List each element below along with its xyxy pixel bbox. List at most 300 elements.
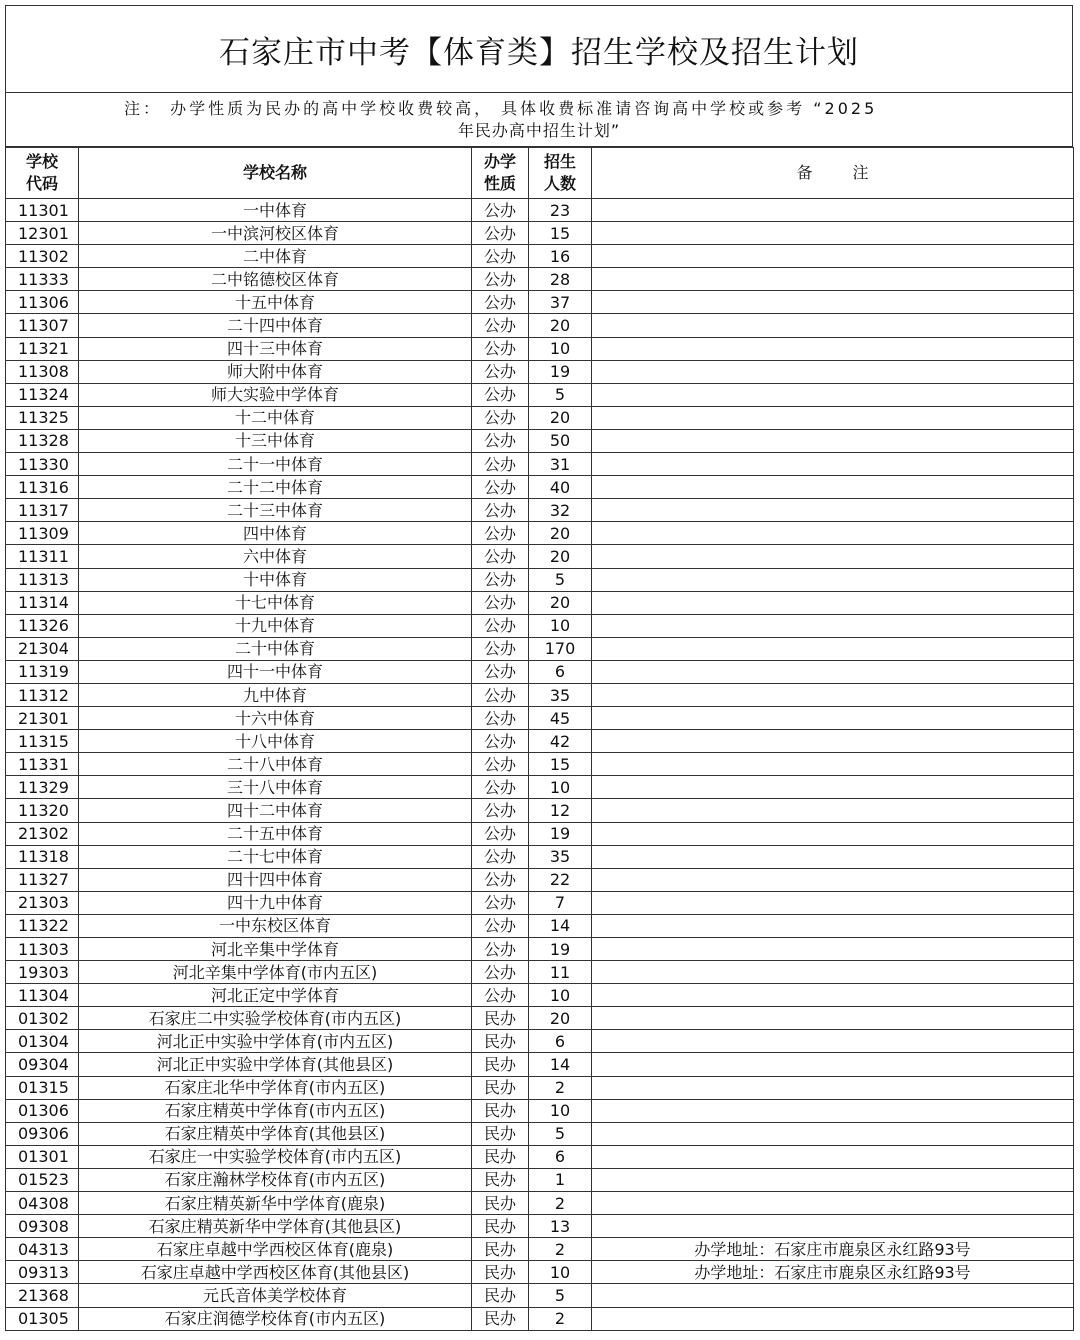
enrollment-count-cell: 15 [529, 753, 592, 776]
table-header [6, 148, 1074, 199]
table-row [6, 637, 1074, 660]
table-row [6, 1076, 1074, 1099]
table-row [6, 799, 1074, 822]
note-line-1: 注： 办学性质为民办的高中学校收费较高， 具体收费标准请咨询高中学校或参考 “2025 [124, 99, 878, 118]
school-type-cell: 公办 [472, 707, 529, 730]
school-code-cell: 19303 [6, 961, 79, 984]
table-row [6, 1307, 1074, 1330]
school-code-cell: 11309 [6, 522, 79, 545]
table-row [6, 291, 1074, 314]
enrollment-count-cell: 45 [529, 707, 592, 730]
enrollment-count-cell: 5 [529, 568, 592, 591]
remark-cell [592, 614, 1074, 637]
school-type-cell: 民办 [472, 1076, 529, 1099]
remark-cell [592, 545, 1074, 568]
school-name-cell: 十八中体育 [79, 730, 472, 753]
school-code-cell: 11315 [6, 730, 79, 753]
school-code-cell: 11329 [6, 776, 79, 799]
school-code-cell: 11324 [6, 383, 79, 406]
school-code-cell: 11331 [6, 753, 79, 776]
header-enrollment-count-line2: 人数 [543, 174, 576, 193]
table-row [6, 429, 1074, 452]
school-name-cell: 石家庄精英中学体育(市内五区) [79, 1099, 472, 1122]
table-row [6, 314, 1074, 337]
remark-cell [592, 961, 1074, 984]
school-code-cell: 11320 [6, 799, 79, 822]
school-code-cell: 11317 [6, 499, 79, 522]
remark-cell [592, 314, 1074, 337]
school-name-cell: 二十二中体育 [79, 476, 472, 499]
enrollment-count-cell: 35 [529, 683, 592, 706]
school-code-cell: 01301 [6, 1145, 79, 1168]
school-code-cell: 11301 [6, 199, 79, 222]
school-code-cell: 09304 [6, 1053, 79, 1076]
enrollment-count-cell: 15 [529, 222, 592, 245]
enrollment-count-cell: 16 [529, 245, 592, 268]
enrollment-count-cell: 20 [529, 591, 592, 614]
school-code-cell: 11327 [6, 868, 79, 891]
enrollment-count-cell: 14 [529, 914, 592, 937]
school-name-cell: 十九中体育 [79, 614, 472, 637]
enrollment-count-cell: 31 [529, 453, 592, 476]
remark-cell [592, 222, 1074, 245]
table-row [6, 1122, 1074, 1145]
school-code-cell: 11312 [6, 683, 79, 706]
table-row [6, 1168, 1074, 1191]
remark-cell [592, 776, 1074, 799]
school-code-cell: 11325 [6, 406, 79, 429]
header-school-name: 学校名称 [79, 148, 472, 199]
school-type-cell: 公办 [472, 660, 529, 683]
school-type-cell: 公办 [472, 291, 529, 314]
remark-cell [592, 845, 1074, 868]
remark-cell [592, 1215, 1074, 1238]
school-type-cell: 公办 [472, 383, 529, 406]
remark-cell: 办学地址：石家庄市鹿泉区永红路93号 [592, 1261, 1074, 1284]
enrollment-count-cell: 7 [529, 891, 592, 914]
school-type-cell: 公办 [472, 268, 529, 291]
note-line-2: 年民办高中招生计划” [457, 121, 621, 140]
school-type-cell: 公办 [472, 429, 529, 452]
enrollment-count-cell: 42 [529, 730, 592, 753]
school-name-cell: 石家庄润德学校体育(市内五区) [79, 1307, 472, 1330]
enrollment-count-cell: 6 [529, 1145, 592, 1168]
school-code-cell: 21368 [6, 1284, 79, 1307]
school-code-cell: 11303 [6, 938, 79, 961]
school-name-cell: 四中体育 [79, 522, 472, 545]
table-row [6, 222, 1074, 245]
remark-cell [592, 499, 1074, 522]
school-name-cell: 十六中体育 [79, 707, 472, 730]
school-type-cell: 公办 [472, 845, 529, 868]
enrollment-count-cell: 37 [529, 291, 592, 314]
school-type-cell: 公办 [472, 683, 529, 706]
school-name-cell: 十三中体育 [79, 429, 472, 452]
remark-cell [592, 868, 1074, 891]
enrollment-count-cell: 14 [529, 1053, 592, 1076]
table-row [6, 360, 1074, 383]
school-type-cell: 民办 [472, 1099, 529, 1122]
school-name-cell: 四十三中体育 [79, 337, 472, 360]
remark-cell [592, 568, 1074, 591]
school-type-cell: 民办 [472, 1307, 529, 1330]
table-row [6, 568, 1074, 591]
school-type-cell: 公办 [472, 337, 529, 360]
table-row [6, 406, 1074, 429]
enrollment-count-cell: 32 [529, 499, 592, 522]
school-code-cell: 11330 [6, 453, 79, 476]
school-name-cell: 师大实验中学体育 [79, 383, 472, 406]
header-school-type [472, 148, 529, 199]
school-type-cell: 公办 [472, 984, 529, 1007]
school-type-cell: 公办 [472, 199, 529, 222]
remark-cell [592, 1145, 1074, 1168]
school-code-cell: 11314 [6, 591, 79, 614]
remark-cell [592, 891, 1074, 914]
table-row [6, 337, 1074, 360]
school-type-cell: 公办 [472, 891, 529, 914]
table-row [6, 545, 1074, 568]
school-code-cell: 11319 [6, 660, 79, 683]
enrollment-count-cell: 170 [529, 637, 592, 660]
table-row [6, 914, 1074, 937]
school-type-cell: 民办 [472, 1007, 529, 1030]
school-type-cell: 公办 [472, 545, 529, 568]
table-row [6, 199, 1074, 222]
table-row [6, 245, 1074, 268]
school-type-cell: 公办 [472, 406, 529, 429]
remark-cell [592, 1099, 1074, 1122]
school-name-cell: 石家庄瀚林学校体育(市内五区) [79, 1168, 472, 1191]
remark-cell [592, 637, 1074, 660]
enrollment-count-cell: 6 [529, 660, 592, 683]
table-row [6, 453, 1074, 476]
table-row [6, 1007, 1074, 1030]
school-type-cell: 公办 [472, 868, 529, 891]
enrollment-count-cell: 10 [529, 614, 592, 637]
school-code-cell: 01315 [6, 1076, 79, 1099]
school-type-cell: 公办 [472, 961, 529, 984]
enrollment-count-cell: 2 [529, 1192, 592, 1215]
school-name-cell: 一中滨河校区体育 [79, 222, 472, 245]
school-name-cell: 石家庄卓越中学西校区体育(鹿泉) [79, 1238, 472, 1261]
enrollment-count-cell: 10 [529, 984, 592, 1007]
school-code-cell: 21303 [6, 891, 79, 914]
table-row [6, 891, 1074, 914]
table-body [6, 199, 1074, 1331]
enrollment-count-cell: 28 [529, 268, 592, 291]
school-code-cell: 01304 [6, 1030, 79, 1053]
school-code-cell: 11318 [6, 845, 79, 868]
school-type-cell: 公办 [472, 476, 529, 499]
remark-cell [592, 268, 1074, 291]
school-name-cell: 十七中体育 [79, 591, 472, 614]
remark-cell [592, 245, 1074, 268]
school-type-cell: 公办 [472, 568, 529, 591]
remark-cell [592, 730, 1074, 753]
school-name-cell: 石家庄精英新华中学体育(鹿泉) [79, 1192, 472, 1215]
school-code-cell: 11333 [6, 268, 79, 291]
school-code-cell: 11316 [6, 476, 79, 499]
school-type-cell: 民办 [472, 1192, 529, 1215]
remark-cell [592, 337, 1074, 360]
table-row [6, 730, 1074, 753]
school-type-cell: 公办 [472, 730, 529, 753]
remark-cell [592, 360, 1074, 383]
school-type-cell: 民办 [472, 1284, 529, 1307]
table-row [6, 499, 1074, 522]
table-row [6, 984, 1074, 1007]
enrollment-count-cell: 13 [529, 1215, 592, 1238]
enrollment-count-cell: 12 [529, 799, 592, 822]
school-type-cell: 民办 [472, 1030, 529, 1053]
school-name-cell: 二十七中体育 [79, 845, 472, 868]
remark-cell [592, 1053, 1074, 1076]
remark-cell [592, 984, 1074, 1007]
school-name-cell: 二十四中体育 [79, 314, 472, 337]
school-name-cell: 四十四中体育 [79, 868, 472, 891]
school-name-cell: 石家庄卓越中学西校区体育(其他县区) [79, 1261, 472, 1284]
school-name-cell: 二十中体育 [79, 637, 472, 660]
enrollment-count-cell: 5 [529, 1284, 592, 1307]
school-type-cell: 公办 [472, 522, 529, 545]
table-row [6, 268, 1074, 291]
remark-cell [592, 291, 1074, 314]
school-code-cell: 11313 [6, 568, 79, 591]
admission-sheet [5, 5, 1073, 1331]
remark-cell [592, 453, 1074, 476]
school-name-cell: 河北辛集中学体育 [79, 938, 472, 961]
school-name-cell: 石家庄精英新华中学体育(其他县区) [79, 1215, 472, 1238]
school-name-cell: 四十一中体育 [79, 660, 472, 683]
table-row [6, 591, 1074, 614]
school-name-cell: 一中东校区体育 [79, 914, 472, 937]
school-name-cell: 石家庄精英中学体育(其他县区) [79, 1122, 472, 1145]
school-name-cell: 九中体育 [79, 683, 472, 706]
enrollment-count-cell: 6 [529, 1030, 592, 1053]
remark-cell [592, 406, 1074, 429]
enrollment-count-cell: 10 [529, 1261, 592, 1284]
enrollment-count-cell: 50 [529, 429, 592, 452]
school-type-cell: 公办 [472, 360, 529, 383]
remark-cell [592, 822, 1074, 845]
table-row [6, 707, 1074, 730]
school-code-cell: 01523 [6, 1168, 79, 1191]
table-row [6, 753, 1074, 776]
remark-cell [592, 591, 1074, 614]
header-school-code-line1: 学校 [25, 152, 58, 171]
school-code-cell: 01302 [6, 1007, 79, 1030]
remark-cell [592, 914, 1074, 937]
school-name-cell: 十中体育 [79, 568, 472, 591]
remark-cell [592, 1284, 1074, 1307]
remark-cell [592, 753, 1074, 776]
table-row [6, 1284, 1074, 1307]
remark-cell [592, 199, 1074, 222]
remark-cell [592, 707, 1074, 730]
school-name-cell: 二十八中体育 [79, 753, 472, 776]
school-type-cell: 公办 [472, 245, 529, 268]
school-type-cell: 民办 [472, 1145, 529, 1168]
school-name-cell: 三十八中体育 [79, 776, 472, 799]
school-name-cell: 二十五中体育 [79, 822, 472, 845]
remark-cell: 办学地址：石家庄市鹿泉区永红路93号 [592, 1238, 1074, 1261]
enrollment-count-cell: 10 [529, 776, 592, 799]
table-row [6, 1030, 1074, 1053]
header-school-code-line2: 代码 [25, 174, 58, 193]
school-code-cell: 11306 [6, 291, 79, 314]
page-title: 石家庄市中考【体育类】招生学校及招生计划 [5, 5, 1073, 93]
remark-cell [592, 1030, 1074, 1053]
school-type-cell: 公办 [472, 637, 529, 660]
school-type-cell: 民办 [472, 1215, 529, 1238]
enrollment-count-cell: 35 [529, 845, 592, 868]
table-row [6, 938, 1074, 961]
table-row [6, 1238, 1074, 1261]
school-code-cell: 21302 [6, 822, 79, 845]
table-row [6, 1215, 1074, 1238]
table-row [6, 1053, 1074, 1076]
school-name-cell: 十二中体育 [79, 406, 472, 429]
remark-cell [592, 660, 1074, 683]
school-name-cell: 河北辛集中学体育(市内五区) [79, 961, 472, 984]
enrollment-count-cell: 20 [529, 314, 592, 337]
school-code-cell: 12301 [6, 222, 79, 245]
enrollment-count-cell: 5 [529, 383, 592, 406]
enrollment-count-cell: 10 [529, 1099, 592, 1122]
remark-cell [592, 1168, 1074, 1191]
remark-cell [592, 1076, 1074, 1099]
remark-cell [592, 1007, 1074, 1030]
enrollment-count-cell: 5 [529, 1122, 592, 1145]
school-code-cell: 01305 [6, 1307, 79, 1330]
remark-cell [592, 429, 1074, 452]
table-row [6, 614, 1074, 637]
school-name-cell: 二十一中体育 [79, 453, 472, 476]
remark-cell [592, 1122, 1074, 1145]
school-code-cell: 09306 [6, 1122, 79, 1145]
school-type-cell: 公办 [472, 453, 529, 476]
school-code-cell: 11328 [6, 429, 79, 452]
table-row [6, 660, 1074, 683]
school-type-cell: 公办 [472, 591, 529, 614]
admission-table [5, 147, 1074, 1331]
enrollment-count-cell: 40 [529, 476, 592, 499]
remark-cell [592, 938, 1074, 961]
school-type-cell: 公办 [472, 799, 529, 822]
remark-cell [592, 683, 1074, 706]
school-type-cell: 公办 [472, 776, 529, 799]
enrollment-count-cell: 1 [529, 1168, 592, 1191]
school-code-cell: 11307 [6, 314, 79, 337]
table-row [6, 776, 1074, 799]
table-row [6, 522, 1074, 545]
enrollment-count-cell: 23 [529, 199, 592, 222]
table-row [6, 1261, 1074, 1284]
table-row [6, 868, 1074, 891]
enrollment-count-cell: 20 [529, 522, 592, 545]
school-type-cell: 公办 [472, 938, 529, 961]
enrollment-count-cell: 2 [529, 1076, 592, 1099]
table-row [6, 1099, 1074, 1122]
school-code-cell: 04308 [6, 1192, 79, 1215]
enrollment-count-cell: 11 [529, 961, 592, 984]
school-name-cell: 二十三中体育 [79, 499, 472, 522]
school-type-cell: 公办 [472, 822, 529, 845]
table-row [6, 961, 1074, 984]
school-code-cell: 11302 [6, 245, 79, 268]
school-type-cell: 民办 [472, 1261, 529, 1284]
school-name-cell: 十五中体育 [79, 291, 472, 314]
school-code-cell: 09308 [6, 1215, 79, 1238]
school-code-cell: 01306 [6, 1099, 79, 1122]
school-name-cell: 石家庄北华中学体育(市内五区) [79, 1076, 472, 1099]
table-row [6, 845, 1074, 868]
school-name-cell: 一中体育 [79, 199, 472, 222]
table-row [6, 1192, 1074, 1215]
school-type-cell: 公办 [472, 753, 529, 776]
header-school-type-line1: 办学 [483, 152, 516, 171]
school-type-cell: 公办 [472, 222, 529, 245]
school-name-cell: 河北正中实验中学体育(市内五区) [79, 1030, 472, 1053]
school-code-cell: 11321 [6, 337, 79, 360]
table-row [6, 383, 1074, 406]
school-code-cell: 11326 [6, 614, 79, 637]
school-code-cell: 21304 [6, 637, 79, 660]
enrollment-count-cell: 20 [529, 406, 592, 429]
enrollment-count-cell: 2 [529, 1238, 592, 1261]
school-name-cell: 四十九中体育 [79, 891, 472, 914]
remark-cell [592, 522, 1074, 545]
table-row [6, 822, 1074, 845]
school-name-cell: 师大附中体育 [79, 360, 472, 383]
school-name-cell: 河北正中实验中学体育(其他县区) [79, 1053, 472, 1076]
enrollment-count-cell: 2 [529, 1307, 592, 1330]
school-name-cell: 元氏音体美学校体育 [79, 1284, 472, 1307]
school-name-cell: 河北正定中学体育 [79, 984, 472, 1007]
school-code-cell: 11322 [6, 914, 79, 937]
school-type-cell: 公办 [472, 614, 529, 637]
school-name-cell: 二中体育 [79, 245, 472, 268]
school-name-cell: 四十二中体育 [79, 799, 472, 822]
table-row [6, 683, 1074, 706]
table-row [6, 476, 1074, 499]
school-type-cell: 民办 [472, 1238, 529, 1261]
school-code-cell: 21301 [6, 707, 79, 730]
school-name-cell: 六中体育 [79, 545, 472, 568]
enrollment-count-cell: 19 [529, 822, 592, 845]
school-name-cell: 石家庄一中实验学校体育(市内五区) [79, 1145, 472, 1168]
table-row [6, 1145, 1074, 1168]
enrollment-count-cell: 19 [529, 938, 592, 961]
school-type-cell: 公办 [472, 914, 529, 937]
school-code-cell: 11304 [6, 984, 79, 1007]
header-school-code [6, 148, 79, 199]
header-school-type-line2: 性质 [483, 174, 516, 193]
enrollment-count-cell: 22 [529, 868, 592, 891]
school-type-cell: 公办 [472, 314, 529, 337]
header-remark: 备注 [592, 148, 1074, 199]
remark-cell [592, 476, 1074, 499]
school-code-cell: 11311 [6, 545, 79, 568]
remark-cell [592, 1307, 1074, 1330]
school-code-cell: 09313 [6, 1261, 79, 1284]
school-type-cell: 民办 [472, 1122, 529, 1145]
school-name-cell: 石家庄二中实验学校体育(市内五区) [79, 1007, 472, 1030]
school-code-cell: 11308 [6, 360, 79, 383]
school-type-cell: 民办 [472, 1053, 529, 1076]
remark-cell [592, 383, 1074, 406]
